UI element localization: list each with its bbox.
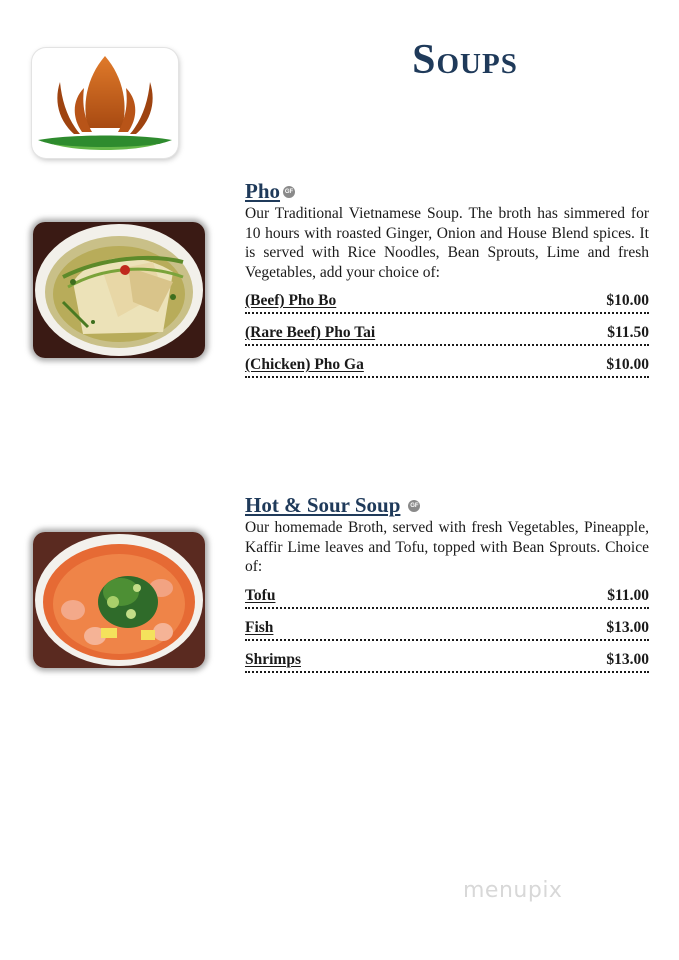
pho-photo bbox=[33, 222, 205, 358]
menu-item bbox=[245, 322, 649, 346]
section-pho bbox=[245, 178, 649, 378]
item-name: Tofu bbox=[245, 586, 276, 604]
pho-bowl-image bbox=[33, 222, 205, 358]
section-header bbox=[245, 178, 649, 204]
item-price: $11.50 bbox=[607, 324, 649, 341]
hot-sour-soup-photo bbox=[33, 532, 205, 668]
section-title: Pho bbox=[245, 178, 281, 203]
item-name: (Chicken) Pho Ga bbox=[245, 356, 364, 373]
menu-item bbox=[245, 290, 649, 314]
menu-item bbox=[245, 585, 649, 609]
section-description: Our homemade Broth, served with fresh Vegetables, Pineapple, Kaffir Lime leaves and Tofu, topped with Bean Sprouts. Choice of: bbox=[245, 519, 649, 575]
item-name: (Beef) Pho Bo bbox=[245, 292, 337, 309]
item-price: $13.00 bbox=[606, 650, 649, 668]
lotus-logo-icon bbox=[32, 48, 178, 158]
restaurant-logo bbox=[32, 48, 178, 158]
item-price: $11.00 bbox=[607, 586, 649, 604]
item-price: $10.00 bbox=[606, 292, 649, 309]
hot-sour-bowl-image bbox=[33, 532, 205, 668]
section-header bbox=[245, 492, 649, 518]
item-name: Shrimps bbox=[245, 650, 301, 668]
section-title: Hot & Sour Soup bbox=[245, 492, 401, 517]
section-hot-sour-soup bbox=[245, 492, 649, 673]
watermark: menupix bbox=[463, 878, 563, 903]
menu-item bbox=[245, 354, 649, 378]
menu-item bbox=[245, 617, 649, 641]
page-title: Soups bbox=[412, 37, 518, 83]
gluten-free-badge-icon: GF bbox=[283, 186, 295, 198]
menu-item bbox=[245, 649, 649, 673]
item-price: $13.00 bbox=[606, 618, 649, 636]
item-name: Fish bbox=[245, 618, 274, 636]
section-description: Our Traditional Vietnamese Soup. The broth has simmered for 10 hours with roasted Ginger, Onion and House Blend spices. It is served with Rice Noodles, Bean Sprouts, Lime and fresh Vegetables, add your choice of: bbox=[245, 205, 649, 281]
gluten-free-badge-icon: GF bbox=[408, 500, 420, 512]
item-price: $10.00 bbox=[606, 356, 649, 373]
item-name: (Rare Beef) Pho Tai bbox=[245, 324, 376, 341]
